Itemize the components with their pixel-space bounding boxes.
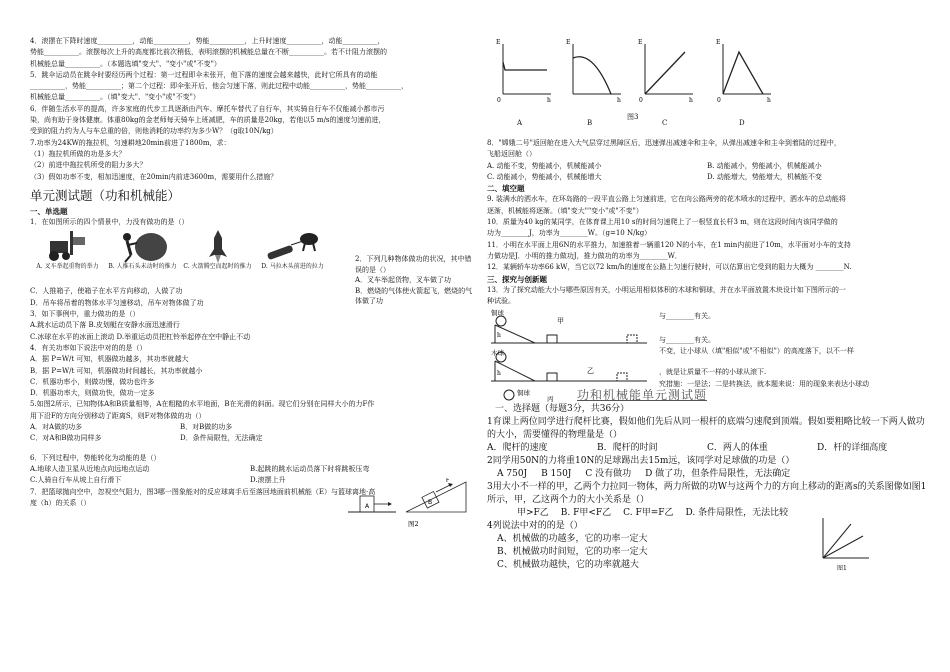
text-line: 4．有关功率如下说法中对的的是（） [30, 343, 147, 352]
option-a: A．对A做的功多 [30, 423, 83, 432]
mc-question-1: 1育课上两位同学进行爬杆比赛，假如他们先后从同一根杆的底端匀速爬到顶端。假如要粗略比较一下两人做功的大小，需要懂得的物理量是（） [487, 417, 925, 441]
graph-b [565, 36, 625, 108]
figure-1-graph [817, 514, 873, 572]
top-questions [30, 36, 470, 183]
mc-question-3: 3用大小不一样的甲，乙两个力拉同一物体，两力所做的功W与这两个力的方向上移动的距离s的关系图像如图1所示，甲，乙这两个力的大小关系是（） [487, 482, 927, 506]
option-a: A、机械做的功越多，它的功率一定大 [497, 534, 648, 545]
text-line: ，就是让质量不一样的小球从滚下. [659, 368, 767, 377]
picture-caption: B. 人推石头未动时的推力 [108, 263, 177, 271]
graph-c [637, 36, 697, 108]
text-line: 功为________J，功率为________W。（g=10 N/kg） [487, 229, 652, 238]
text-line: 机械能总量__________。（本题选填"变大"、"变小"或"不变"） [30, 59, 221, 68]
options-row [497, 468, 927, 481]
picture-caption: C. 火箭腾空而起时的推力 [183, 263, 252, 271]
option-b: B. 动能减小，势能减小，机械能减小 [707, 161, 822, 170]
option-a: A. 动能不变，势能减小，机械能减小 [487, 161, 602, 170]
axis-h: h [547, 97, 551, 104]
option-b: B 150J [541, 469, 572, 480]
text-line: 6．伴随生活水平的提高，许多家庭的代步工具逐渐由汽车、摩托车替代了自行车，其实骑自行车不仅能减小都市污 [30, 104, 385, 113]
axis-e: E [496, 39, 501, 46]
section-heading: 二、填空题 [487, 184, 525, 194]
option-d: D. 动能增大，势能增大，机械能不变 [707, 172, 822, 181]
stamp-title: 功和机械能单元测试题 [577, 388, 708, 403]
option-c: C．两人的体重 [707, 443, 768, 454]
text-line: （2）前进中拖拉机所受的阻力多大？ [30, 161, 147, 170]
text-line: （1）拖拉机所做的功是多大？ [30, 149, 126, 158]
text-line: 5.如图2所示，已知物体A和B质量相等，A在粗糙的水平地面，B在光滑的斜面。现它们分别在同样大小的力F作 [30, 400, 375, 409]
mc-question-2: 2同学用50N的力将重10N的足球踢出去15m远，该同学对足球做的功是（） [487, 456, 795, 467]
text-line: D．机器功率大，则做功快，做功一定多 [30, 389, 155, 398]
option-d: D 做了功，但条件局限性，无法确定 [645, 469, 791, 480]
option-c: C、机械做功越快，它的功率就越大 [497, 560, 639, 571]
options-row [30, 422, 330, 433]
fill-questions [487, 194, 927, 273]
options-row [487, 172, 927, 183]
graph-label-d: D [739, 119, 745, 127]
push-rock-icon [113, 229, 173, 263]
option-c: C. F甲=F乙 [623, 508, 674, 519]
options-row [487, 442, 927, 455]
mc-section [487, 403, 927, 572]
figure-3-label: 图3 [627, 113, 639, 121]
axis-e: E [638, 39, 643, 46]
figure-3-graphs [487, 36, 927, 116]
graph-labels-row [487, 113, 927, 138]
text-line: 势能__________。滚摆每次上升的高度都比前次稍低，表明滚摆的机械能总量在不断__________。若不计阻力滚摆的 [30, 48, 387, 57]
axis-origin: 0 [717, 97, 721, 104]
graph-label-b: B [587, 119, 593, 127]
picture-a [30, 229, 105, 285]
text-line: 逐渐，机械能将逐渐。（填"变大""变小"或"不变"） [487, 206, 643, 215]
figure-2 [348, 478, 478, 528]
text-line: 飞船返回舱（） [487, 150, 536, 159]
option-c: C.人骑自行车从坡上自行滑下 [30, 476, 122, 485]
text-line: 7.功率为24KW的拖拉机，匀速耕地20min前进了1800m，求： [30, 138, 231, 147]
option-d: D.滚摆上升 [250, 476, 286, 485]
text-line: 机械能总量__________。（填"变大"、"变小"或"不变"） [30, 93, 200, 102]
text-line: A．据 P=W/t 可知，机器做功越多，其功率就越大 [30, 355, 189, 364]
text-line: 13．为了探究动能大小与哪些原因有关，小明运用相似体积的木球和铜球，并在水平面放置木块设计如下图所示的一 [487, 285, 846, 294]
horse-log-icon [263, 229, 323, 263]
text-line: B．据 P=W/t 可知，机器做功时间越长，其功率就越小 [30, 366, 203, 375]
wood-ball-label: 木球 [491, 349, 504, 358]
text-line: 7．把篮球抛向空中，忽视空气阻力，图3哪一图象能对的反应球离手后至落回地面前机械能（E）与篮球离地·高 [30, 487, 376, 496]
text-line: C．机器功率小，则做功慢，做功也许多 [30, 377, 155, 386]
option-a: A．爬杆的速度 [487, 443, 548, 454]
copper-ball-label: 铜球 [491, 309, 504, 318]
axis-h: h [767, 97, 771, 104]
height-label: h [497, 370, 501, 378]
question-2-side [355, 254, 473, 307]
option-a: A 750J [497, 469, 528, 480]
axis-e: E [566, 39, 571, 46]
incline-diagram [348, 478, 478, 528]
question-3 [30, 309, 470, 343]
text-line: 4．滚摆在下降时速度__________，动能__________，势能__________，上升时速度__________，动能__________， [30, 37, 385, 45]
options-row [30, 433, 330, 444]
text-line: 6．下列过程中，势能转化为动能的是（） [30, 453, 161, 462]
text-line: A.跳水运动员下落 B.皮划艇在安静水面迅速滑行 [30, 321, 180, 330]
forklift-icon [38, 229, 98, 263]
text-line: 10．质量为40 kg的某同学，在体育课上用10 s的时间匀速爬上了一根竖直长杆3 m，则在这段时间内该同学做的 [487, 218, 838, 227]
text-line: 12．某辆轿车功率66 kW，当它以72 km/h的速度在公路上匀速行驶时，可以估算出它受到的阻力大概为 ________N. [487, 263, 852, 272]
axis-h: h [689, 97, 693, 104]
section-heading: 三、探究与创新题 [487, 274, 547, 284]
mc-question-4-block [487, 520, 927, 572]
label-bing: 丙 [547, 395, 554, 404]
graph-label-a: A [517, 119, 523, 127]
text-line: 2．下列几种物体做功的状况，其中错误的是（） [355, 255, 472, 274]
text-line: C．人推箱子，使箱子在水平方向移动，人做了功 [30, 287, 183, 296]
experiment-diagram [487, 307, 927, 403]
option-d: D．杆的详细高度 [817, 443, 888, 454]
option-d: D．条件局限性，无法确定 [180, 434, 263, 443]
option-b: B.起跳的跳水运动员落下时将跳板压弯 [250, 464, 370, 473]
option-c: C. 动能减小，势能减小，机械能增大 [487, 172, 602, 181]
option-b: B．对B做的功多 [180, 423, 233, 432]
text-line: __________，势能__________；第二个过程：即伞张开后，他会匀速下落，则此过程中动能__________，势能__________， [30, 82, 408, 91]
text-line: 用下沿F的方向分别移动了距离S，则F对物体做的功（） [30, 411, 206, 420]
text-line: 5．跳伞运动员在跳伞时要经历两个过程：第一过程即伞未张开，他下落的速度会越来越快，此时它所具有的动能 [30, 70, 378, 79]
text-line: 11．小明在水平面上用6N的水平推力，加速推着一辆重120 N的小车，在1 min内前进了10m，水平面对小车的支持 [487, 240, 851, 249]
option-b: B. F甲<F乙 [560, 508, 612, 519]
text-line: 染，尚有助于身体健康。体重80kg的金老师每天骑车上班减肥，车的质量是20kg，若他以5 m/s的速度匀速前进， [30, 116, 386, 125]
text-line: 受到的阻力约为人与车总重的倍，则他消耗的功率约为多少W？（g取10N/kg） [30, 127, 278, 136]
text-line: D．吊车将吊着的物体水平匀速移动，吊车对物体做了功 [30, 298, 204, 307]
picture-caption: D. 马拉木头前进的拉力 [261, 263, 324, 271]
force-label: F [446, 478, 450, 484]
text-line: C.冰球在水平的冰面上滚动 D.举重运动员把杠铃举起停在空中静止不动 [30, 332, 251, 341]
options-row [30, 464, 470, 475]
text-line: 力做功是J．小明的推力做功J，推力做功的功率为________W． [487, 251, 682, 260]
option-b: B、机械做功时间短，它的功率一定大 [497, 547, 648, 558]
axis-e: E [716, 39, 721, 46]
block-a-label: A [365, 503, 370, 510]
question-1: 1．在如图所示的四个情景中，力没有做功的是（） [30, 218, 189, 227]
question-8 [487, 138, 927, 183]
option-c: C 没有做功 [585, 469, 632, 480]
options-row [487, 161, 927, 172]
section-heading: 一、单选题 [30, 206, 68, 216]
mc-header: 一、选择题（每题3分，共36分） [495, 404, 630, 415]
label-yi: 乙 [587, 367, 594, 376]
text-line: B．燃烧的气体使火箭起飞，燃烧的气体做了功 [355, 286, 473, 305]
right-column [487, 36, 927, 572]
text-line: A．叉车举起货物，叉车做了功 [355, 276, 452, 284]
text-line: 与________有关。 [659, 312, 715, 321]
text-line: 8．"嫦娥二号"返回舱在进入大气层穿过黑障区后，迅速弹出减速伞和主伞，从弹出减速伞和主伞到着陆的过程中， [487, 139, 841, 147]
text-line: 种试验。 [487, 297, 515, 306]
text-line: 9. 装满水的洒水车，在环岛路的一段平直公路上匀速前进，它在向公路两旁的花木喷水的过程中，洒水车的总动能将 [487, 195, 846, 204]
option-a: 甲>F乙 [517, 508, 549, 519]
figure-2-label: 图2 [408, 520, 419, 528]
text-line: （3）假如功率不变，相加迅速度，在20min内前进3600m，需要用什么措施？ [30, 172, 278, 181]
picture-b [105, 229, 180, 285]
picture-d [255, 229, 330, 285]
copper-ball-label: 铜球 [517, 389, 530, 398]
question-5 [30, 399, 470, 444]
figure-1-label: 图1 [837, 565, 847, 573]
question-4 [30, 343, 470, 399]
height-label: h [497, 332, 501, 340]
axis-h: h [617, 97, 621, 104]
rocket-icon [188, 229, 248, 263]
left-column [30, 36, 473, 528]
text-line: 与________有关。 [659, 335, 715, 344]
mc-question-4: 4列说法中对的的是（） [487, 521, 583, 532]
graph-a [495, 36, 555, 108]
option-b: B．爬杆的时间 [597, 443, 658, 454]
text-line: 3．如下事例中，重力做功的是（） [30, 310, 140, 319]
option-c: C．对A和B做功同样多 [30, 434, 102, 443]
label-jia: 甲 [557, 317, 564, 326]
option-a: A.地球人造卫星从近地点向远地点运动 [30, 464, 150, 473]
axis-origin: 0 [639, 97, 643, 104]
option-d: D. 条件局限性，无法比较 [685, 508, 789, 519]
spacer [30, 445, 470, 453]
text-line: 不变，让小球从（填"相似"或"不相似"）的高度落下，以不一样 [659, 347, 854, 356]
experiment-notes [659, 311, 929, 389]
picture-caption: A. 叉车举起重物的举力 [36, 263, 99, 271]
picture-c [180, 229, 255, 285]
axis-origin: 0 [497, 97, 501, 104]
block-b-label: B [428, 499, 433, 506]
unit-title: 单元测试题（功和机械能） [30, 187, 181, 203]
text-line: 度（h）的关系（） [30, 498, 91, 507]
graph-label-c: C [662, 119, 668, 127]
graph-d [715, 36, 775, 108]
text-line: 究措施：一是法；二是转换法，就本题来说：用的现象来表达小球动 [659, 379, 869, 388]
